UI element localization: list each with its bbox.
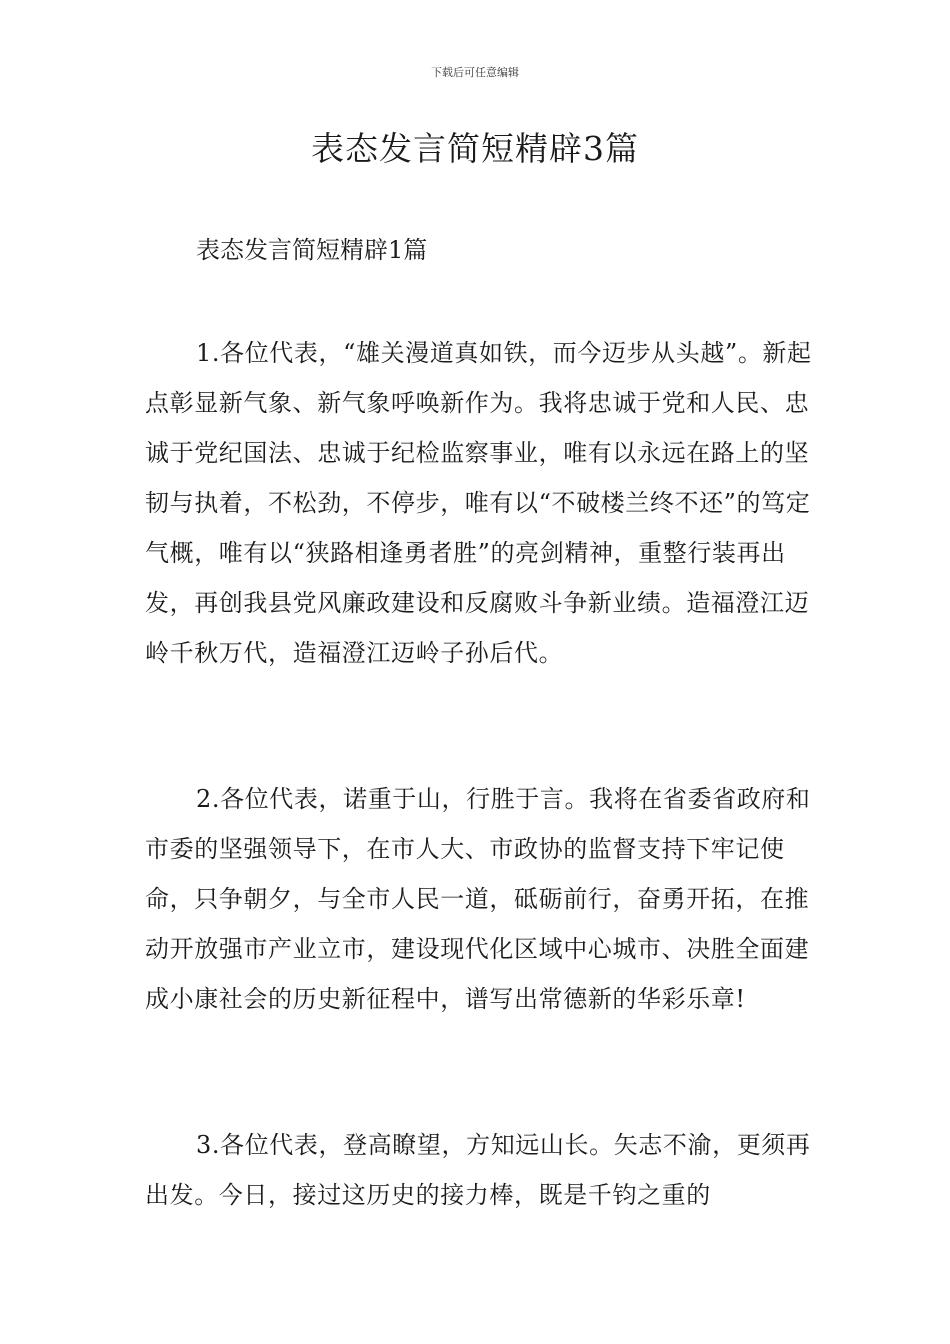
header-note: 下载后可任意编辑 xyxy=(431,66,519,79)
paragraph-1: 1.各位代表，“雄关漫道真如铁，而今迈步从头越”。新起点彰显新气象、新气象呼唤新作为。我将忠诚于党和人民、忠诚于党纪国法、忠诚于纪检监察事业，唯有以永远在路上的坚韧与执着，不松劲，不停步，唯有以“不破楼兰终不还”的笃定气概，唯有以“狭路相逢勇者胜”的亮剑精神，重整行装再出发，再创我县党风廉政建设和反腐败斗争新业绩。造福澄江迈岭千秋万代，造福澄江迈岭子孙后代。 xyxy=(145,339,812,667)
paragraph-3: 3.各位代表，登高瞭望，方知远山长。矢志不渝，更须再出发。今日，接过这历史的接力棒，既是千钧之重的 xyxy=(145,1131,811,1209)
section-subtitle: 表态发言简短精辟1篇 xyxy=(196,236,428,264)
document-title: 表态发言简短精辟3篇 xyxy=(311,129,639,168)
paragraph-2: 2.各位代表，诺重于山，行胜于言。我将在省委省政府和市委的坚强领导下，在市人大、市政协的监督支持下牢记使命，只争朝夕，与全市人民一道，砥砺前行，奋勇开拓，在推动开放强市产业立市，建设现代化区域中心城市、决胜全面建成小康社会的历史新征程中，谱写出常德新的华彩乐章! xyxy=(145,785,811,1013)
